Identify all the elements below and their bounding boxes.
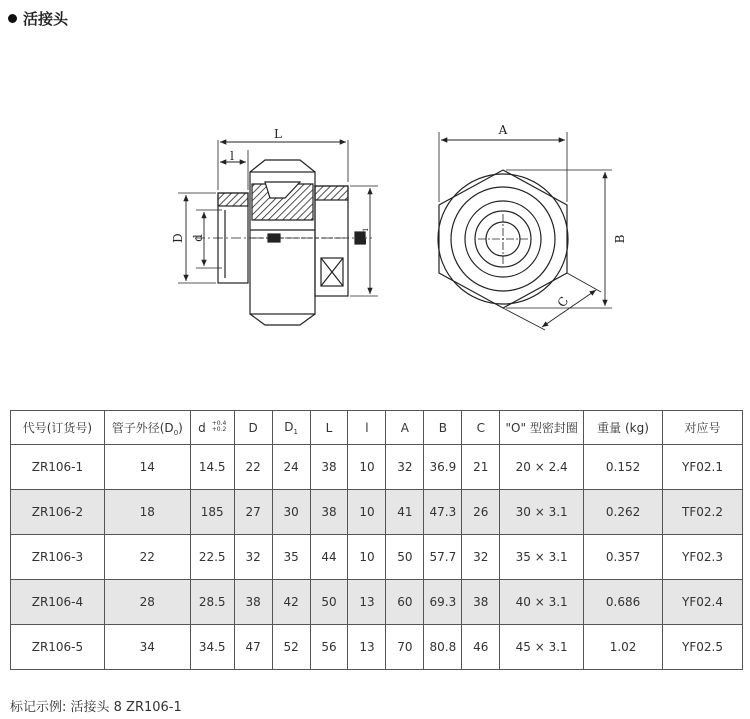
dim-label-L: L	[274, 127, 282, 141]
cell-D: 47	[234, 625, 272, 670]
cell-L: 50	[310, 580, 348, 625]
cell-A: 41	[386, 490, 424, 535]
cell-match: YF02.1	[663, 445, 743, 490]
cell-l: 13	[348, 625, 386, 670]
cell-D1: 24	[272, 445, 310, 490]
header-l: l	[348, 411, 386, 445]
dim-label-D1-main: D	[355, 235, 369, 245]
cell-oring: 30 × 3.1	[500, 490, 584, 535]
cell-weight: 0.686	[584, 580, 663, 625]
cell-L: 38	[310, 490, 348, 535]
dim-label-l: l	[230, 149, 234, 163]
header-code: 代号(订货号)	[11, 411, 105, 445]
front-view	[438, 132, 612, 330]
table-row	[11, 445, 743, 490]
cell-oring: 20 × 2.4	[500, 445, 584, 490]
cell-oring: 35 × 3.1	[500, 535, 584, 580]
cell-C: 38	[462, 580, 500, 625]
table-row	[11, 625, 743, 670]
header-A: A	[386, 411, 424, 445]
cell-pipe-od: 34	[104, 625, 190, 670]
cell-L: 44	[310, 535, 348, 580]
cell-d: 22.5	[190, 535, 234, 580]
cell-A: 32	[386, 445, 424, 490]
cell-d: 185	[190, 490, 234, 535]
dim-label-A: A	[498, 123, 508, 137]
cell-C: 46	[462, 625, 500, 670]
cell-match: TF02.2	[663, 490, 743, 535]
header-L: L	[310, 411, 348, 445]
dim-label-B: B	[613, 234, 627, 244]
cell-D: 22	[234, 445, 272, 490]
header-D1: $D_1$	[272, 411, 310, 445]
cell-D1: 30	[272, 490, 310, 535]
cell-D: 27	[234, 490, 272, 535]
spec-table	[10, 410, 743, 670]
dim-label-d: d	[191, 234, 205, 242]
cell-pipe-od: 18	[104, 490, 190, 535]
section-title: 活接头	[23, 10, 69, 28]
header-D: D	[234, 411, 272, 445]
section-heading	[8, 8, 68, 29]
table-header-row	[11, 411, 743, 445]
cell-D1: 35	[272, 535, 310, 580]
table-row	[11, 535, 743, 580]
cell-D1: 42	[272, 580, 310, 625]
cell-d: 34.5	[190, 625, 234, 670]
marking-example: 标记示例: 活接头 8 ZR106-1	[10, 700, 182, 715]
header-B: B	[424, 411, 462, 445]
table-row	[11, 580, 743, 625]
cell-L: 38	[310, 445, 348, 490]
cell-pipe-od: 28	[104, 580, 190, 625]
cell-B: 80.8	[424, 625, 462, 670]
cell-C: 26	[462, 490, 500, 535]
header-oring: "O" 型密封圈	[500, 411, 584, 445]
header-match: 对应号	[663, 411, 743, 445]
cell-match: YF02.4	[663, 580, 743, 625]
header-C: C	[462, 411, 500, 445]
cell-d: 14.5	[190, 445, 234, 490]
cell-D: 32	[234, 535, 272, 580]
cell-L: 56	[310, 625, 348, 670]
cell-D1: 52	[272, 625, 310, 670]
cell-weight: 0.152	[584, 445, 663, 490]
cell-l: 10	[348, 535, 386, 580]
dim-label-C: C	[554, 294, 572, 310]
technical-drawing	[0, 120, 750, 350]
dim-label-D: D	[171, 233, 185, 243]
dim-label-D1	[355, 228, 370, 245]
side-view	[178, 140, 378, 325]
cell-l: 13	[348, 580, 386, 625]
cell-C: 32	[462, 535, 500, 580]
header-weight: 重量 (kg)	[584, 411, 663, 445]
cell-B: 36.9	[424, 445, 462, 490]
header-pipe-od: 管子外径$(D_0)$	[104, 411, 190, 445]
cell-A: 70	[386, 625, 424, 670]
cell-A: 60	[386, 580, 424, 625]
cell-oring: 45 × 3.1	[500, 625, 584, 670]
cell-code: ZR106-1	[11, 445, 105, 490]
cell-match: YF02.3	[663, 535, 743, 580]
cell-pipe-od: 22	[104, 535, 190, 580]
table-row	[11, 490, 743, 535]
cell-C: 21	[462, 445, 500, 490]
cell-code: ZR106-5	[11, 625, 105, 670]
bullet-icon	[8, 14, 17, 23]
cell-code: ZR106-4	[11, 580, 105, 625]
dim-label-D1-sub: 1	[362, 227, 370, 232]
header-d: d +0.4 +0.2	[190, 411, 234, 445]
cell-weight: 0.357	[584, 535, 663, 580]
cell-oring: 40 × 3.1	[500, 580, 584, 625]
cell-l: 10	[348, 445, 386, 490]
cell-match: YF02.5	[663, 625, 743, 670]
cell-code: ZR106-3	[11, 535, 105, 580]
cell-weight: 0.262	[584, 490, 663, 535]
cell-B: 69.3	[424, 580, 462, 625]
cell-weight: 1.02	[584, 625, 663, 670]
cell-D: 38	[234, 580, 272, 625]
cell-d: 28.5	[190, 580, 234, 625]
cell-B: 47.3	[424, 490, 462, 535]
cell-B: 57.7	[424, 535, 462, 580]
cell-A: 50	[386, 535, 424, 580]
cell-pipe-od: 14	[104, 445, 190, 490]
cell-code: ZR106-2	[11, 490, 105, 535]
cell-l: 10	[348, 490, 386, 535]
